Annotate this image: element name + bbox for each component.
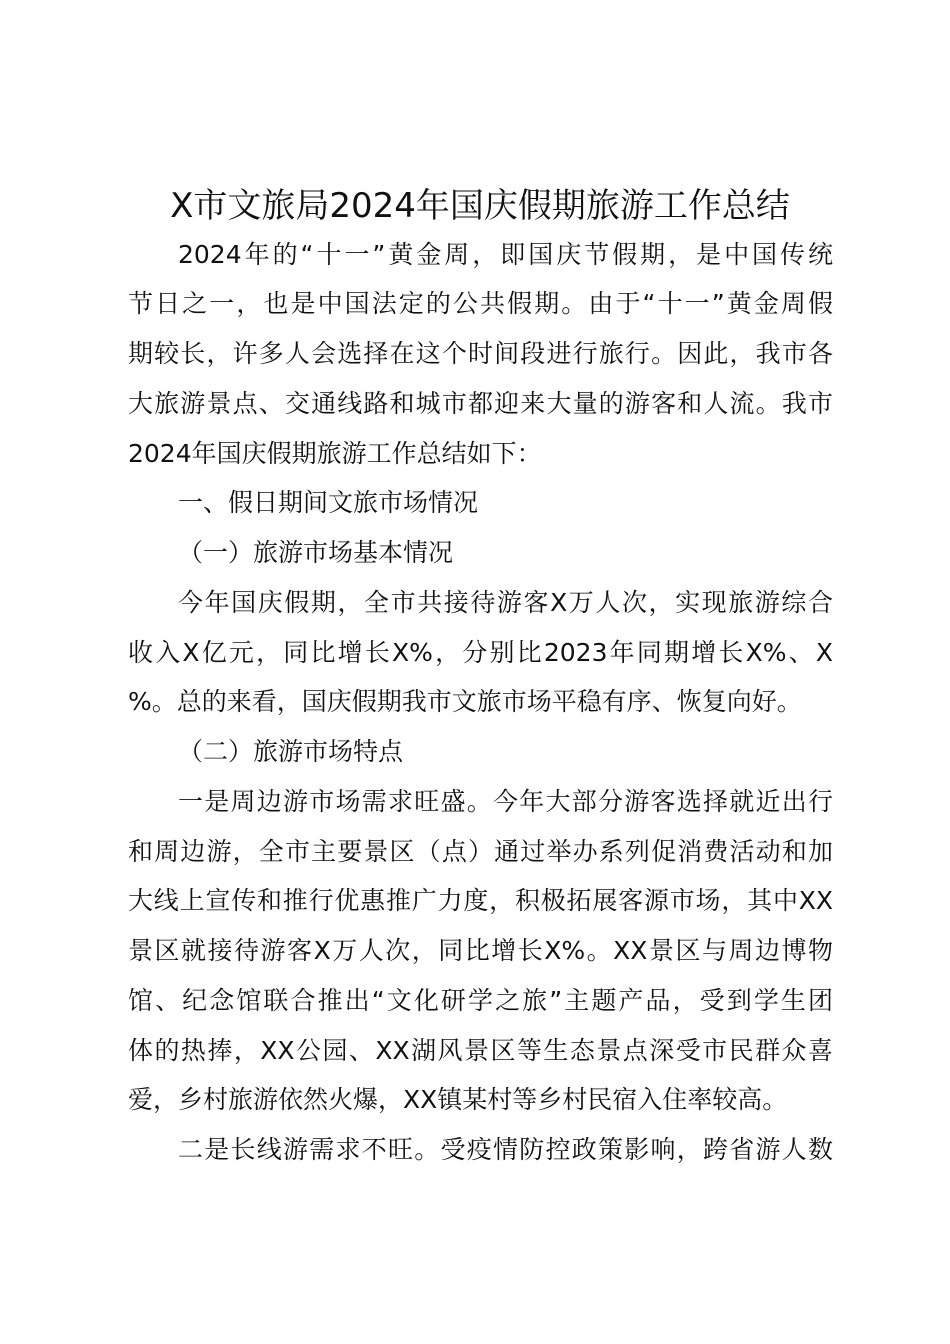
- document-title: X市文旅局2024年国庆假期旅游工作总结: [170, 186, 790, 226]
- paragraph-line: 2024年国庆假期旅游工作总结如下：: [128, 439, 542, 468]
- paragraph-line: 爱，乡村旅游依然火爆，XX镇某村等乡村民宿入住率较高。: [128, 1085, 788, 1114]
- paragraph-line: %。总的来看，国庆假期我市文旅市场平稳有序、恢复向好。: [128, 687, 802, 716]
- subsection-heading: （一）旅游市场基本情况: [178, 538, 454, 567]
- paragraph-line: 期较长，许多人会选择在这个时间段进行旅行。因此，我市各: [128, 339, 833, 368]
- paragraph-line: 大旅游景点、交通线路和城市都迎来大量的游客和人流。我市: [128, 389, 833, 418]
- paragraph-line: 体的热捧，XX公园、XX湖风景区等生态景点深受市民群众喜: [128, 1036, 833, 1065]
- paragraph-line: 馆、纪念馆联合推出“文化研学之旅”主题产品，受到学生团: [128, 986, 833, 1015]
- subsection-heading: （二）旅游市场特点: [178, 737, 404, 766]
- paragraph-line: 2024年的“十一”黄金周，即国庆节假期，是中国传统: [178, 240, 833, 269]
- section-heading: 一、假日期间文旅市场情况: [178, 488, 479, 517]
- paragraph-line: 收入X亿元，同比增长X%，分别比2023年同期增长X%、X: [128, 638, 833, 667]
- paragraph-line: 今年国庆假期，全市共接待游客X万人次，实现旅游综合: [178, 588, 833, 617]
- paragraph-line: 二是长线游需求不旺。受疫情防控政策影响，跨省游人数: [178, 1135, 833, 1164]
- paragraph-line: 景区就接待游客X万人次，同比增长X%。XX景区与周边博物: [128, 936, 833, 965]
- paragraph-line: 和周边游，全市主要景区（点）通过举办系列促消费活动和加: [128, 837, 833, 866]
- paragraph-line: 节日之一，也是中国法定的公共假期。由于“十一”黄金周假: [128, 289, 833, 318]
- paragraph-line: 一是周边游市场需求旺盛。今年大部分游客选择就近出行: [178, 787, 833, 816]
- paragraph-line: 大线上宣传和推行优惠推广力度，积极拓展客源市场，其中XX: [128, 886, 833, 915]
